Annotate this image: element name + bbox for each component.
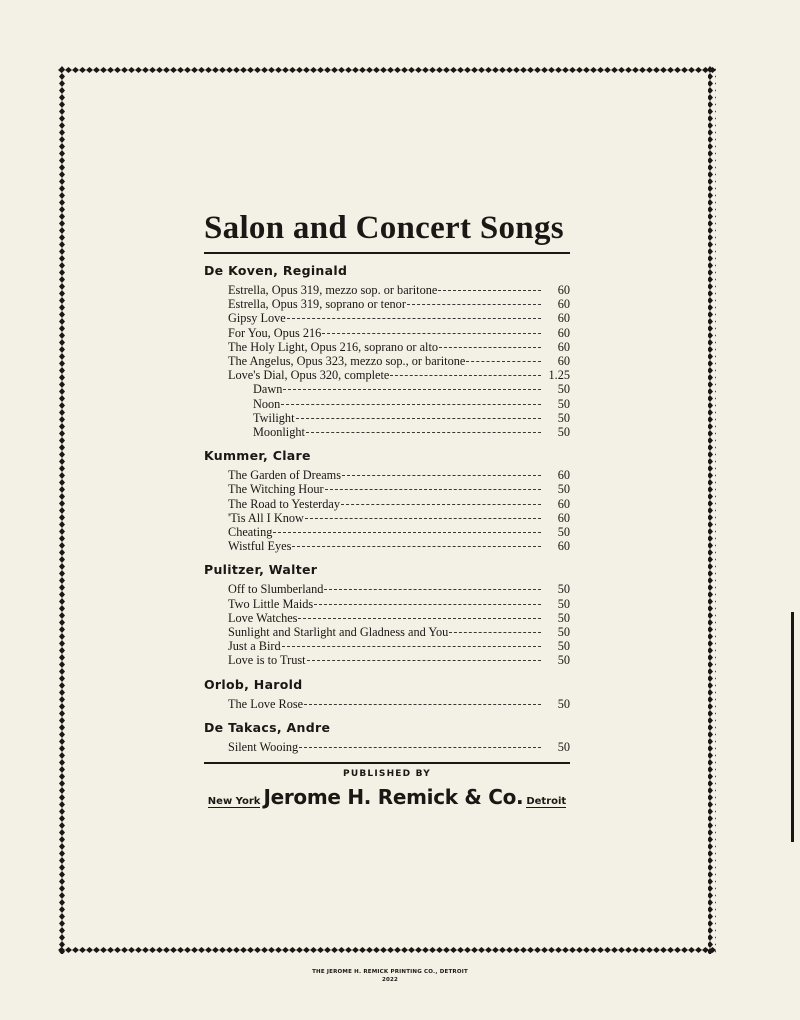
publisher-imprint bbox=[204, 785, 570, 809]
song-price: 60 bbox=[557, 311, 570, 326]
song-entry bbox=[204, 283, 570, 297]
song-title: Noon bbox=[253, 396, 281, 411]
song-price: 60 bbox=[557, 325, 570, 340]
dot-leader bbox=[304, 704, 541, 705]
song-price: 50 bbox=[557, 425, 570, 440]
song-title: Just a Bird bbox=[228, 639, 281, 654]
dot-leader bbox=[449, 632, 541, 633]
song-title: Dawn bbox=[253, 382, 283, 397]
dot-leader bbox=[466, 361, 541, 362]
city-right: Detroit bbox=[526, 796, 567, 808]
song-price: 50 bbox=[557, 653, 570, 668]
dot-leader bbox=[314, 604, 541, 605]
song-title: Estrella, Opus 319, soprano or tenor bbox=[228, 297, 406, 312]
song-title: Cheating bbox=[228, 525, 273, 540]
song-title: Wistful Eyes bbox=[228, 539, 292, 554]
song-price: 50 bbox=[557, 482, 570, 497]
dot-leader bbox=[306, 432, 541, 433]
song-title: Love's Dial, Opus 320, complete bbox=[228, 368, 390, 383]
published-by-label: PUBLISHED BY bbox=[343, 769, 431, 780]
dot-leader bbox=[390, 375, 541, 376]
song-price: 50 bbox=[557, 596, 570, 611]
song-price: 50 bbox=[557, 739, 570, 754]
composer-heading: Kummer, Clare bbox=[204, 448, 311, 464]
song-price: 60 bbox=[557, 510, 570, 525]
footer-divider bbox=[204, 762, 570, 764]
song-entry bbox=[204, 311, 570, 325]
dot-leader bbox=[342, 475, 541, 476]
song-list bbox=[204, 582, 570, 667]
song-price: 50 bbox=[557, 639, 570, 654]
dot-leader bbox=[407, 304, 541, 305]
page-title: Salon and Concert Songs bbox=[204, 208, 570, 254]
song-entry bbox=[204, 468, 570, 482]
song-title: Gipsy Love bbox=[228, 311, 286, 326]
song-price: 50 bbox=[557, 525, 570, 540]
printer-credit bbox=[0, 968, 780, 984]
song-price: 60 bbox=[557, 468, 570, 483]
song-price: 50 bbox=[557, 610, 570, 625]
song-entry bbox=[204, 340, 570, 354]
song-list bbox=[204, 740, 570, 754]
song-title: Moonlight bbox=[253, 425, 305, 440]
dot-leader bbox=[281, 404, 541, 405]
song-title: The Witching Hour bbox=[228, 482, 324, 497]
song-price: 1.25 bbox=[548, 368, 570, 383]
song-title: The Holy Light, Opus 216, soprano or alto bbox=[228, 339, 439, 354]
dot-leader bbox=[305, 518, 541, 519]
song-subentry bbox=[204, 425, 570, 439]
song-subentry bbox=[204, 397, 570, 411]
dot-leader bbox=[296, 418, 542, 419]
song-price: 50 bbox=[557, 410, 570, 425]
song-title: Off to Slumberland bbox=[228, 582, 324, 597]
song-title: Love is to Trust bbox=[228, 653, 306, 668]
dot-leader bbox=[439, 347, 541, 348]
dot-leader bbox=[322, 333, 541, 334]
song-subentry bbox=[204, 382, 570, 396]
song-title: Two Little Maids bbox=[228, 596, 314, 611]
song-title: The Love Rose bbox=[228, 696, 304, 711]
printer-line: THE JEROME H. REMICK PRINTING CO., DETROIT bbox=[312, 969, 468, 975]
song-entry bbox=[204, 625, 570, 639]
page-edge-shadow bbox=[791, 612, 794, 842]
song-title: Twilight bbox=[253, 410, 295, 425]
dot-leader bbox=[282, 646, 541, 647]
song-title: The Road to Yesterday bbox=[228, 496, 341, 511]
dot-leader bbox=[307, 660, 541, 661]
city-left: New York bbox=[207, 796, 261, 808]
song-price: 50 bbox=[557, 382, 570, 397]
song-list bbox=[204, 468, 570, 553]
song-price: 50 bbox=[557, 582, 570, 597]
song-entry bbox=[204, 297, 570, 311]
song-price: 50 bbox=[557, 696, 570, 711]
song-entry bbox=[204, 368, 570, 382]
song-entry bbox=[204, 740, 570, 754]
song-price: 50 bbox=[557, 396, 570, 411]
dot-leader bbox=[292, 546, 541, 547]
printer-number: 2022 bbox=[381, 977, 399, 983]
song-price: 60 bbox=[557, 354, 570, 369]
song-entry bbox=[204, 511, 570, 525]
song-entry bbox=[204, 539, 570, 553]
composer-heading: De Koven, Reginald bbox=[204, 263, 348, 278]
song-price: 60 bbox=[557, 339, 570, 354]
catalog bbox=[204, 208, 570, 809]
song-entry bbox=[204, 582, 570, 596]
composer-heading: De Takacs, Andre bbox=[204, 719, 331, 735]
song-subentry bbox=[204, 411, 570, 425]
song-title: Silent Wooing bbox=[228, 739, 299, 754]
dot-leader bbox=[283, 389, 541, 390]
song-entry bbox=[204, 482, 570, 496]
song-entry bbox=[204, 525, 570, 539]
song-entry bbox=[204, 697, 570, 711]
dot-leader bbox=[299, 747, 541, 748]
song-list bbox=[204, 283, 570, 439]
song-entry bbox=[204, 597, 570, 611]
composer-heading: Pulitzer, Walter bbox=[204, 562, 318, 578]
song-list bbox=[204, 697, 570, 711]
song-entry bbox=[204, 653, 570, 667]
song-price: 60 bbox=[557, 539, 570, 554]
dot-leader bbox=[341, 504, 541, 505]
song-price: 50 bbox=[557, 625, 570, 640]
song-title: 'Tis All I Know bbox=[228, 510, 304, 525]
dot-leader bbox=[273, 532, 541, 533]
song-price: 60 bbox=[557, 283, 570, 297]
composer-sections bbox=[204, 263, 570, 754]
song-title: Sunlight and Starlight and Gladness and You bbox=[228, 625, 449, 640]
song-entry bbox=[204, 639, 570, 653]
song-entry bbox=[204, 354, 570, 368]
publisher-name: Jerome H. Remick & Co. bbox=[263, 785, 524, 810]
song-price: 60 bbox=[557, 297, 570, 312]
dot-leader bbox=[324, 589, 541, 590]
composer-heading: Orlob, Harold bbox=[204, 676, 303, 692]
song-price: 60 bbox=[557, 496, 570, 511]
song-title: The Angelus, Opus 323, mezzo sop., or baritone bbox=[228, 354, 466, 369]
dot-leader bbox=[438, 290, 541, 291]
song-entry bbox=[204, 326, 570, 340]
song-title: For You, Opus 216 bbox=[228, 325, 322, 340]
dot-leader bbox=[325, 489, 541, 490]
dot-leader bbox=[298, 618, 541, 619]
song-title: Estrella, Opus 319, mezzo sop. or baritone bbox=[228, 283, 438, 297]
song-entry bbox=[204, 611, 570, 625]
song-title: Love Watches bbox=[228, 610, 298, 625]
song-title: The Garden of Dreams bbox=[228, 468, 342, 483]
dot-leader bbox=[287, 318, 541, 319]
song-entry bbox=[204, 497, 570, 511]
